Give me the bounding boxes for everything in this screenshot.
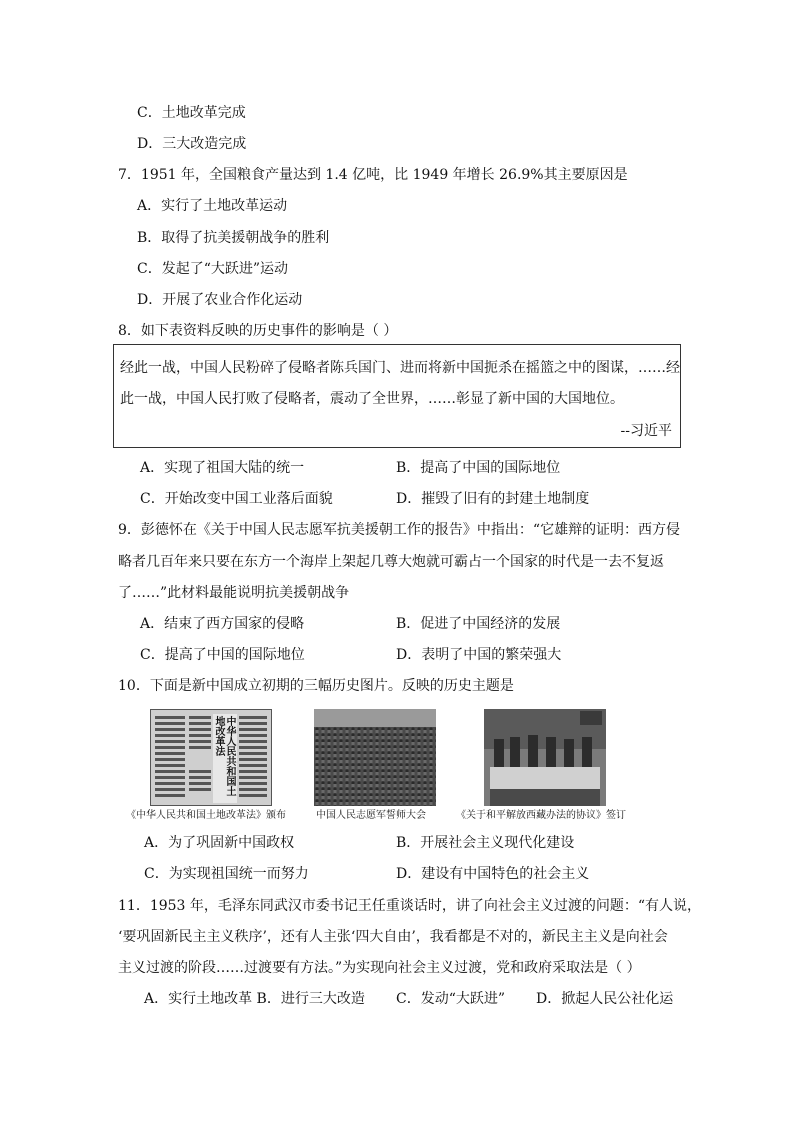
caption-photo-3: 《关于和平解放西藏办法的协议》签订 — [456, 810, 626, 821]
q10-option-c: C．为实现祖国统一而努力 — [144, 866, 309, 882]
q11-option-c: C．发动“大跃进” — [396, 991, 506, 1007]
q8-option-c: C．开始改变中国工业落后面貌 — [140, 491, 333, 507]
q8-quote-line-2: 此一战，中国人民打败了侵略者，震动了全世界，……彰显了新中国的大国地位。 — [120, 391, 624, 407]
q10-option-a: A．为了巩固新中国政权 — [144, 835, 295, 851]
caption-photo-1: 《中华人民共和国土地改革法》颁布 — [126, 810, 286, 821]
q8-option-d: D．摧毁了旧有的封建土地制度 — [396, 491, 590, 507]
q8-option-b: B．提高了中国的国际地位 — [396, 460, 561, 476]
q6-option-c: C．土地改革完成 — [137, 105, 246, 121]
q8-quote-box — [113, 344, 681, 448]
q8-quote-source: --习近平 — [620, 423, 672, 439]
q11-line-2: ‘要巩固新民主主义秩序’，还有人主张‘四大自由’，我看都是不对的，新民主主义是向社会 — [118, 929, 668, 945]
q9-line-2: 略者几百年来只要在东方一个海岸上架起几尊大炮就可霸占一个国家的时代是一去不复返 — [118, 554, 664, 570]
newspaper-headline: 中华人民共和国土地改革法 — [213, 716, 235, 796]
q8-quote-line-1: 经此一战，中国人民粉碎了侵略者陈兵国门、进而将新中国扼杀在摇篮之中的图谋，……经 — [120, 360, 680, 376]
q11-option-a-b: A．实行土地改革 B．进行三大改造 — [144, 991, 365, 1007]
q8-option-a: A．实现了祖国大陆的统一 — [140, 460, 305, 476]
q10-option-d: D．建设有中国特色的社会主义 — [396, 866, 590, 882]
q9-option-b: B．促进了中国经济的发展 — [396, 616, 561, 632]
q10-option-b: B．开展社会主义现代化建设 — [396, 835, 575, 851]
q7-option-d: D．开展了农业合作化运动 — [137, 292, 303, 308]
q11-line-3: 主义过渡的阶段……过渡要有方法。”为实现向社会主义过渡，党和政府采取法是（ ） — [118, 960, 641, 976]
tibet-agreement-signing-photo — [484, 709, 606, 806]
q11-line-1: 11．1953 年，毛泽东同武汉市委书记王任重谈话时，讲了向社会主义过渡的问题：“有人说， — [118, 898, 702, 914]
caption-photo-2: 中国人民志愿军誓师大会 — [316, 810, 426, 821]
q9-option-c: C．提高了中国的国际地位 — [140, 647, 305, 663]
q9-line-3: 了……”此材料最能说明抗美援朝战争 — [118, 585, 350, 601]
q6-option-d: D．三大改造完成 — [137, 136, 247, 152]
q9-line-1: 9．彭德怀在《关于中国人民志愿军抗美援朝工作的报告》中指出：“它雄辩的证明：西方侵 — [118, 522, 681, 538]
q7-option-b: B．取得了抗美援朝战争的胜利 — [137, 230, 330, 246]
q7-option-c: C．发起了“大跃进”运动 — [137, 261, 289, 277]
q9-option-a: A．结束了西方国家的侵略 — [140, 616, 305, 632]
q9-option-d: D．表明了中国的繁荣强大 — [396, 647, 562, 663]
q11-option-d: D．掀起人民公社化运 — [536, 991, 674, 1007]
q10-stem: 10．下面是新中国成立初期的三幅历史图片。反映的历史主题是 — [118, 678, 514, 694]
land-reform-law-newspaper-photo — [150, 709, 272, 806]
q8-stem: 8．如下表资料反映的历史事件的影响是（ ） — [118, 323, 398, 339]
q7-option-a: A．实行了土地改革运动 — [137, 198, 288, 214]
q7-stem: 7．1951 年，全国粮食产量达到 1.4 亿吨，比 1949 年增长 26.9%其主要原因是 — [118, 167, 628, 183]
volunteer-army-rally-photo — [314, 709, 436, 806]
